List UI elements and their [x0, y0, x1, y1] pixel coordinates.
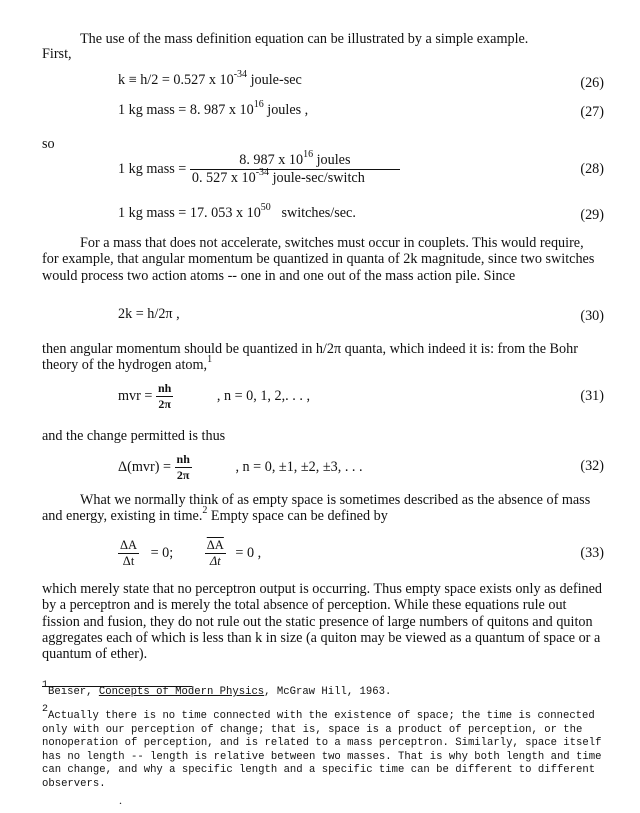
equation-number-30: (30) — [580, 308, 604, 324]
equation-number-31: (31) — [580, 388, 604, 404]
intro-line-1: The use of the mass definition equation can be illustrated by a simple example. — [80, 31, 529, 47]
equation-number-33: (33) — [580, 545, 604, 561]
equation-33: $\frac{\Delta A}{\Delta t}$ = 0; $\frac{\overline{\Delta A}}{\Delta t}$ = 0 , — [120, 538, 262, 568]
paragraph-accelerate: For a mass that does not accelerate, switches must occur in couplets. This would require, for example, that angular momentum be quantized in quanta of 2k magnitude, since two switches would process two action atoms -- one in and one out of the mass action pile. Since — [42, 235, 595, 284]
equation-number-26: (26) — [580, 75, 604, 91]
equation-30: 2k = h/2π , — [118, 306, 180, 322]
change-text: and the change permitted is thus — [42, 428, 226, 444]
equation-number-28: (28) — [580, 161, 604, 177]
equation-27: 1 kg mass = 8. 987 x $10^{16}$ joules , — [118, 99, 309, 118]
equation-31: mvr = $\frac{nh}{2\pi}$ , n = 0, 1, 2,. . . , — [118, 381, 310, 411]
so-text: so — [42, 136, 55, 152]
equation-28: 1 kg mass = $\frac{8. 987 x 10^{16} joules}{0. 527 x 10^{-34} joule-\sec/switch}$ — [118, 152, 400, 187]
equation-number-32: (32) — [580, 458, 604, 474]
paragraph-empty-space: What we normally think of as empty space is sometimes described as the absence of mass and energy, existing in time.$^2$ Empty space can be defined by — [42, 492, 591, 525]
stray-mark: . — [119, 793, 122, 807]
equation-number-29: (29) — [580, 207, 604, 223]
footnote-2: $^2$Actually there is no time connected with the existence of space; the time is connected only with our perception of change; that is, space is a product of perception, or the nonoperation of perception, and is related to a mass perceptron. Similarly, space itself has no length -- length is relative between two masses. That is why both length and time can change, and why a specific length and a specific time can be different to different observers. — [42, 704, 602, 790]
paragraph-merely: which merely state that no perceptron output is occurring. Thus empty space exists only as defined by a perceptron and is merely the total absence of perception. While these equations rule out fission and fusion, they do not rule out the static presence of large numbers of quitons and quiton aggregates each of which is less than k in size (a quiton may be viewed as a quantum of space or a quantum of ether). — [42, 581, 602, 663]
footnote-1: $^1$Beiser, Concepts of Modern Physics, McGraw Hill, 1963. — [42, 680, 392, 698]
equation-29: 1 kg mass = 17. 053 x $10^{50}$ switches/sec. — [118, 202, 356, 221]
equation-number-27: (27) — [580, 104, 604, 120]
equation-32: Δ(mvr) = $\frac{nh}{2\pi}$ , n = 0, ±1, ±2, ±3, . . . — [118, 452, 363, 482]
equation-26: k ≡ h/2 = 0.527 x $10^{-34}$ joule-sec — [118, 69, 302, 88]
intro-line-2: First, — [42, 46, 72, 62]
paragraph-then: then angular momentum should be quantized in h/2π quanta, which indeed it is: from the Bohr theory of the hydrogen atom,$^1$ — [42, 341, 578, 374]
